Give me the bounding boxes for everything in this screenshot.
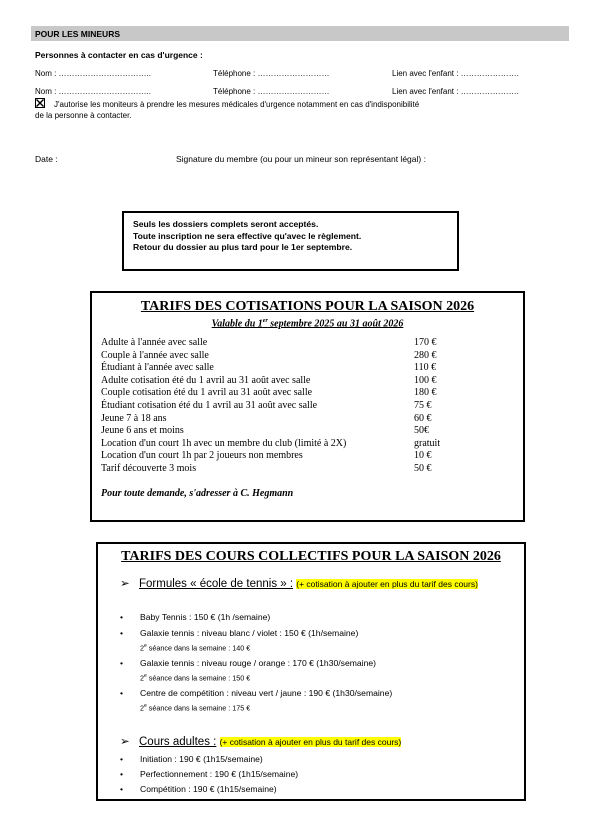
fee-price: 180 € <box>414 387 437 399</box>
fee-row <box>101 438 521 451</box>
contact-relation-field[interactable]: Lien avec l'enfant : …………………. <box>392 87 519 96</box>
signature-field-label: Signature du membre (ou pour un mineur son représentant légal) : <box>176 154 426 164</box>
fee-price: 60 € <box>414 412 432 424</box>
adult-lessons-label: Cours adultes : <box>139 736 217 748</box>
contact-note: Pour toute demande, s'adresser à C. Hegmann <box>101 488 294 499</box>
emergency-contacts-title: Personnes à contacter en cas d'urgence : <box>35 50 203 60</box>
notice-box <box>122 211 459 271</box>
bullet-icon: • <box>120 754 124 764</box>
fee-price: 280 € <box>414 349 437 361</box>
fee-price: 170 € <box>414 337 437 348</box>
fee-label: Couple cotisation été du 1 avril au 31 août avec salle <box>101 387 313 399</box>
fee-label: Jeune 6 ans et moins <box>101 425 184 437</box>
fee-list <box>101 337 521 476</box>
fee-label: Couple à l'année avec salle <box>101 349 209 361</box>
fee-price: 75 € <box>414 399 432 411</box>
fee-row <box>101 463 521 476</box>
contact-name-field[interactable]: Nom : …………………………….. <box>35 87 152 96</box>
contact-row <box>35 87 565 98</box>
group-lessons-box: TARIFS DES COURS COLLECTIFS POUR LA SAISON 2026 ➢ Formules « école de tennis » : (+ cotisation à ajouter en plus du tarif des cours) • Baby Tennis : 150 € (1h /semaine) • Galaxie tennis : niveau blanc / violet : 150 € (1h/semaine) 2e séance dans la semaine : 140 € • Galaxie tennis : niveau rouge / orange : 170 € (1h30/semaine) 2e séance dans la semaine : 150 € • Centre de compétition : niveau vert / jaune : 190 € (1h30/semaine) 2e séance dans la semaine : 175 € ➢ Cours adultes : (+ cotisation à ajouter en plus du tarif des cours) • Initiation : 190 € (1h15/semaine) • Perfectionnement : 190 € (1h15/semaine) • Compétition : 190 € (1h15/semaine) <box>96 542 526 801</box>
fee-row <box>101 425 521 438</box>
fee-price: gratuit <box>414 437 441 449</box>
fee-row <box>101 387 521 400</box>
fee-row <box>101 362 521 375</box>
fee-row <box>101 337 521 350</box>
group-lessons-title: TARIFS DES COURS COLLECTIFS POUR LA SAISON 2026 <box>121 549 501 564</box>
cotisation-highlight: (+ cotisation à ajouter en plus du tarif des cours) <box>296 579 478 589</box>
bullet-icon: • <box>120 612 124 622</box>
fee-label: Location d'un court 1h avec un membre du club (limité à 2X) <box>101 437 347 449</box>
date-field-label: Date : <box>35 154 58 164</box>
bullet-icon: • <box>120 658 124 668</box>
fee-row <box>101 413 521 426</box>
bullet-icon: • <box>120 769 124 779</box>
checkmark-x-icon <box>36 99 44 107</box>
contact-name-field[interactable]: Nom : …………………………….. <box>35 69 152 78</box>
fee-label: Étudiant à l'année avec salle <box>101 362 214 374</box>
notice-line: Toute inscription ne sera effective qu'avec le règlement. <box>133 230 362 241</box>
fee-label: Adulte à l'année avec salle <box>101 337 208 348</box>
fee-price: 100 € <box>414 374 437 386</box>
fee-row <box>101 375 521 388</box>
contact-row <box>35 69 565 80</box>
notice-line: Seuls les dossiers complets seront acceptés. <box>133 219 319 229</box>
membership-fees-box <box>90 291 525 522</box>
fee-label: Adulte cotisation été du 1 avril au 31 août avec salle <box>101 374 311 386</box>
cotisation-highlight: (+ cotisation à ajouter en plus du tarif des cours) <box>219 737 402 747</box>
bullet-icon: • <box>120 688 124 698</box>
contact-phone-field[interactable]: Téléphone : ……………………… <box>213 87 330 96</box>
second-session-price: 2e séance dans la semaine : 140 € <box>140 643 251 653</box>
fee-price: 10 € <box>414 450 432 462</box>
fee-label: Jeune 7 à 18 ans <box>101 412 167 424</box>
arrow-bullet-icon: ➢ <box>120 736 130 748</box>
fee-price: 50 € <box>414 462 432 474</box>
fee-price: 110 € <box>414 362 437 374</box>
contact-relation-field[interactable]: Lien avec l'enfant : …………………. <box>392 69 519 78</box>
contact-phone-field[interactable]: Téléphone : ……………………… <box>213 69 330 78</box>
fee-label: Étudiant cotisation été du 1 avril au 31 août avec salle <box>101 399 318 411</box>
validity-period: Valable du 1er septembre 2025 au 31 août 2026 <box>211 318 404 330</box>
fee-price: 50€ <box>414 425 429 437</box>
consent-checkbox[interactable] <box>35 98 45 108</box>
medical-consent <box>35 98 555 121</box>
second-session-price: 2e séance dans la semaine : 175 € <box>140 703 251 713</box>
fee-row <box>101 350 521 363</box>
fee-label: Tarif découverte 3 mois <box>101 462 197 474</box>
consent-text-line2: de la personne à contacter. <box>35 110 132 120</box>
second-session-price: 2e séance dans la semaine : 150 € <box>140 673 251 683</box>
minors-section-header: POUR LES MINEURS <box>31 26 569 41</box>
bullet-icon: • <box>120 628 124 638</box>
notice-line: Retour du dossier au plus tard pour le 1er septembre. <box>133 242 353 252</box>
arrow-bullet-icon: ➢ <box>120 578 130 590</box>
fee-row <box>101 450 521 463</box>
fee-row <box>101 400 521 413</box>
bullet-icon: • <box>120 784 124 794</box>
tennis-school-label: Formules « école de tennis » : <box>139 578 294 590</box>
membership-fees-title: TARIFS DES COTISATIONS POUR LA SAISON 2026 <box>140 299 475 314</box>
fee-label: Location d'un court 1h par 2 joueurs non membres <box>101 450 303 462</box>
consent-text-line1: J'autorise les moniteurs à prendre les mesures médicales d'urgence notamment en cas d'indisponibilité <box>54 100 420 109</box>
